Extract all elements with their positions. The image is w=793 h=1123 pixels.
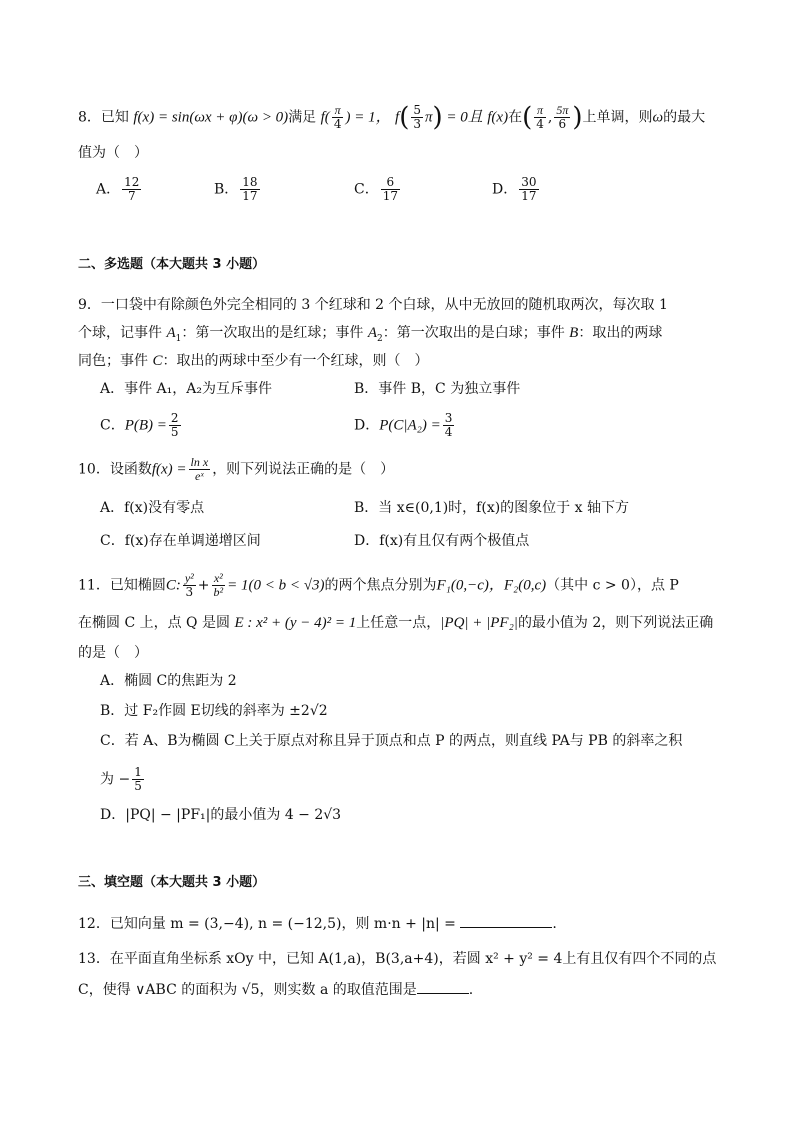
q10-option-d[interactable]: D．f(x)有且仅有两个极值点: [354, 533, 530, 549]
q11-option-a[interactable]: A．椭圆 C的焦距为 2: [100, 673, 237, 689]
q13-line-1: 13．在平面直角坐标系 xOy 中，已知 A(1,a)，B(3,a+4)，若圆 x² + y² = 4上有且仅有四个不同的点: [78, 951, 717, 967]
q9-line-2: 个球，记事件 $A_1$：第一次取出的是红球；事件 $A_2$：第一次取出的是白球；事件 B：取出的两球: [78, 325, 663, 344]
q10-option-a[interactable]: A．f(x)没有零点: [100, 500, 205, 516]
section-3-heading: 三、填空题（本大题共 3 小题）: [78, 875, 266, 890]
q9-line-3: 同色；事件 C：取出的两球中至少有一个红球，则（ ）: [78, 353, 429, 369]
q10-option-b[interactable]: B．当 x∈(0,1)时，f(x)的图象位于 x 轴下方: [354, 500, 629, 516]
q9-option-c[interactable]: C．P(B) = $\frac{2}{5}$: [100, 411, 179, 439]
q13-answer-blank[interactable]: [417, 978, 469, 994]
q11-line-1: 11．已知椭圆C: $\frac{\text{y²}}{3}$ + $\frac{\text{x²}}{\text{b²}}$ = 1(0 < b < √3)的两个焦点分别为F₁(0,−c)，F₂(0,c)（其中 c > 0），点 P: [78, 571, 679, 599]
q10-option-c[interactable]: C．f(x)存在单调递增区间: [100, 533, 261, 549]
q11-option-c-line-1[interactable]: C．若 A、B为椭圆 C上关于原点对称且异于顶点和点 P 的两点，则直线 PA与 PB 的斜率之积: [100, 733, 683, 749]
q11-option-d[interactable]: D．|PQ| − |PF₁|的最小值为 4 − 2√3: [100, 807, 342, 823]
q8-option-d[interactable]: D． $\frac{30}{17}$: [492, 175, 537, 203]
q10-stem: 10．设函数f(x) = $\frac{\text{ln x}}{\text{eˣ}}$ ，则下列说法正确的是（ ）: [78, 455, 395, 483]
q8-number: 8．: [78, 109, 101, 126]
q8-option-b[interactable]: B． $\frac{18}{17}$: [214, 175, 258, 203]
q12-answer-blank[interactable]: [460, 912, 552, 928]
q13-line-2: C，使得 ∨ABC 的面积为 √5，则实数 a 的取值范围是 .: [78, 978, 473, 1001]
section-2-heading: 二、多选题（本大题共 3 小题）: [78, 257, 266, 272]
q8-line-1: 8．已知 f(x) = sin(ωx + φ)(ω > 0)满足 f( $\frac{\pi}{4}$ ) = 1， f( $\frac{5}{3}$ π) = 0且 f(x)在( $\frac{\pi}{4}$ , $\frac{5\pi}{6}$ )上单调，则ω的最大: [78, 102, 706, 133]
q12-stem: 12．已知向量 m = (3,−4), n = (−12,5)，则 m·n + |n| = .: [78, 912, 557, 935]
q9-option-d[interactable]: D．P(C|A₂) = $\frac{3}{4}$: [354, 411, 453, 439]
q11-option-b[interactable]: B．过 F₂作圆 E切线的斜率为 ±2√2: [100, 703, 328, 719]
q9-option-a[interactable]: A．事件 A₁，A₂为互斥事件: [100, 381, 273, 397]
q9-line-1: 9．一口袋中有除颜色外完全相同的 3 个红球和 2 个白球，从中无放回的随机取两次，每次取 1: [78, 297, 668, 313]
q8-function: f(x) = sin(ωx + φ)(ω > 0): [133, 109, 289, 126]
q8-option-a[interactable]: A． $\frac{12}{7}$: [96, 175, 140, 203]
q11-line-3: 的是（ ）: [78, 645, 148, 661]
q8-line-2: 值为（ ）: [78, 145, 148, 161]
q11-option-c-line-2[interactable]: 为 − $\frac{1}{5}$: [100, 765, 142, 793]
q9-option-b[interactable]: B．事件 B，C 为独立事件: [354, 381, 521, 397]
q8-option-c[interactable]: C． $\frac{6}{17}$: [354, 175, 398, 203]
q8-frac-pi-4: $\frac{\pi}{4}$: [333, 103, 342, 131]
q11-line-2: 在椭圆 C 上，点 Q 是圆 E : x² + (y − 4)² = 1上任意一点，|PQ| + |PF₂|的最小值为 2，则下列说法正确: [78, 615, 714, 631]
